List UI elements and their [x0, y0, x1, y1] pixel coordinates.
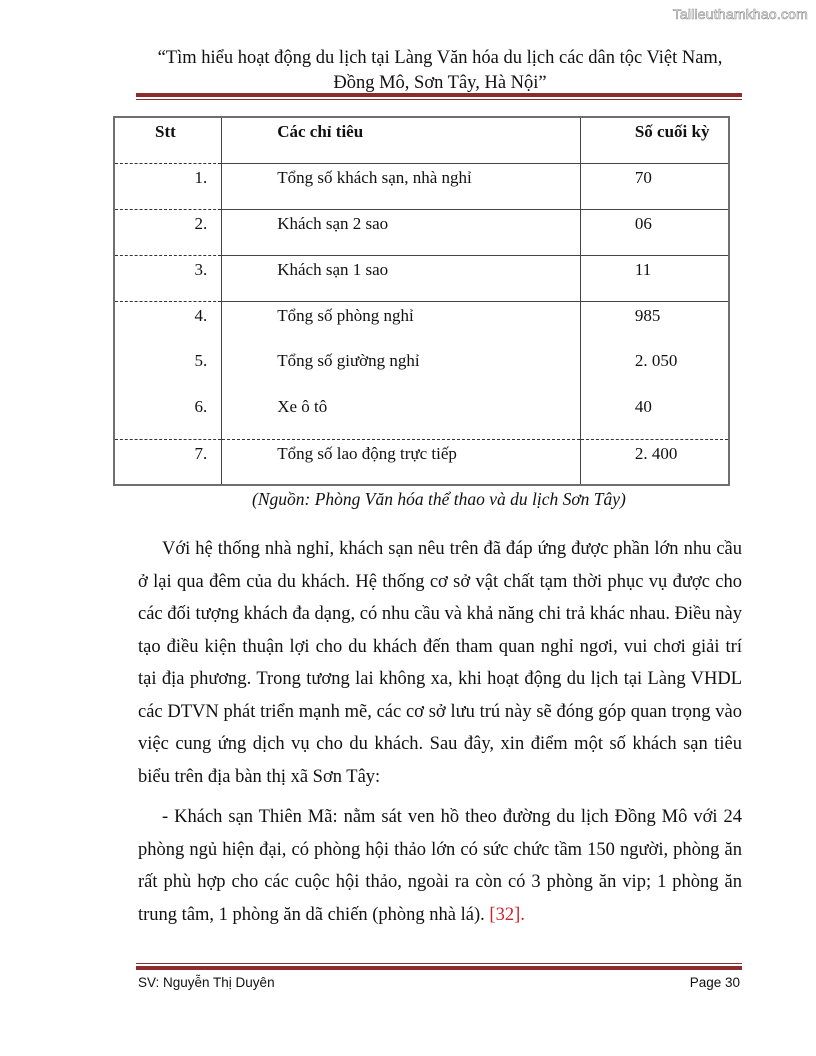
footer-rule-thick	[136, 966, 742, 970]
header-indicator: Các chỉ tiêu	[222, 117, 581, 163]
row-indicator: Khách sạn 2 sao	[222, 209, 581, 255]
row-indicator: Tổng số lao động trực tiếp	[222, 439, 581, 485]
row-indicator: Khách sạn 1 sao	[222, 255, 581, 301]
statistics-table	[113, 116, 730, 486]
page-header-title	[100, 46, 780, 96]
watermark: Tailieuthamkhao.com	[672, 6, 808, 22]
table-source-caption: (Nguồn: Phòng Văn hóa thể thao và du lịch Sơn Tây)	[252, 489, 626, 509]
footer-page-number: Page 30	[689, 975, 740, 990]
header-rule-thick	[136, 93, 742, 97]
header-rule-thin	[136, 99, 742, 100]
footer-student-name: SV: Nguyễn Thị Duyên	[138, 975, 275, 990]
row-stt: 5.	[114, 347, 222, 393]
table-row	[114, 301, 729, 347]
row-value: 11	[580, 255, 729, 301]
row-stt: 7.	[114, 439, 222, 485]
row-value: 2. 400	[580, 439, 729, 485]
body-paragraph-2	[138, 801, 742, 931]
table-row	[114, 439, 729, 485]
row-value: 40	[634, 397, 652, 416]
body-paragraph-1: Với hệ thống nhà nghỉ, khách sạn nêu trên đã đáp ứng được phần lớn nhu cầu ở lại qua đêm của du khách. Hệ thống cơ sở vật chất tạm thời phục vụ được cho các đối tượng khách đa dạng, có nhu cầu và khả năng chi trả khác nhau. Điều này tạo điều kiện thuận lợi cho du khách đến tham quan nghỉ ngơi, vui chơi giải trí tại địa phương. Trong tương lai không xa, khi hoạt động du lịch tại Làng VHDL các DTVN phát triển mạnh mẽ, các cơ sở lưu trú này sẽ đóng góp quan trọng vào việc cung ứng dịch vụ cho du khách. Sau đây, xin điểm một số khách sạn tiêu biểu trên địa bàn thị xã Sơn Tây:	[138, 539, 742, 787]
row-stt: 3.	[114, 255, 222, 301]
row-indicator: Tổng số phòng nghỉ	[222, 301, 581, 347]
table-row	[114, 209, 729, 255]
row-stt: 4.	[114, 301, 222, 347]
table-row	[114, 163, 729, 209]
table-row	[114, 255, 729, 301]
header-stt: Stt	[114, 117, 222, 163]
row-stt: 1.	[114, 163, 222, 209]
row-indicator: Tổng số khách sạn, nhà nghỉ	[222, 163, 581, 209]
table-header-row	[114, 117, 729, 163]
row-indicator: Xe ô tô	[222, 393, 581, 439]
footer-rule-thin	[136, 963, 742, 964]
row-value: 2. 050	[634, 351, 678, 370]
paragraph-2-text: - Khách sạn Thiên Mã: nằm sát ven hồ theo đường du lịch Đồng Mô với 24 phòng ngủ hiện đại, có phòng hội thảo lớn có sức chức tầm 150 người, phòng ăn rất phù hợp cho các cuộc hội thảo, ngoài ra còn có 3 phòng ăn vip; 1 phòng ăn trung tâm, 1 phòng ăn dã chiến (phòng nhà lá).	[138, 807, 742, 925]
row-stt: 2.	[114, 209, 222, 255]
citation-reference: [32].	[489, 904, 525, 925]
row-indicator: Tổng số giường nghỉ	[222, 347, 581, 393]
table-row	[114, 347, 729, 393]
header-value: Số cuối kỳ	[634, 122, 710, 141]
table-row	[114, 393, 729, 439]
row-value: 985	[580, 301, 729, 347]
row-stt: 6.	[114, 393, 222, 439]
row-value: 70	[580, 163, 729, 209]
header-title-line1: “Tìm hiểu hoạt động du lịch tại Làng Văn hóa du lịch các dân tộc Việt Nam,	[157, 48, 723, 68]
header-title-line2: Đồng Mô, Sơn Tây, Hà Nội”	[333, 73, 547, 93]
row-value: 06	[580, 209, 729, 255]
